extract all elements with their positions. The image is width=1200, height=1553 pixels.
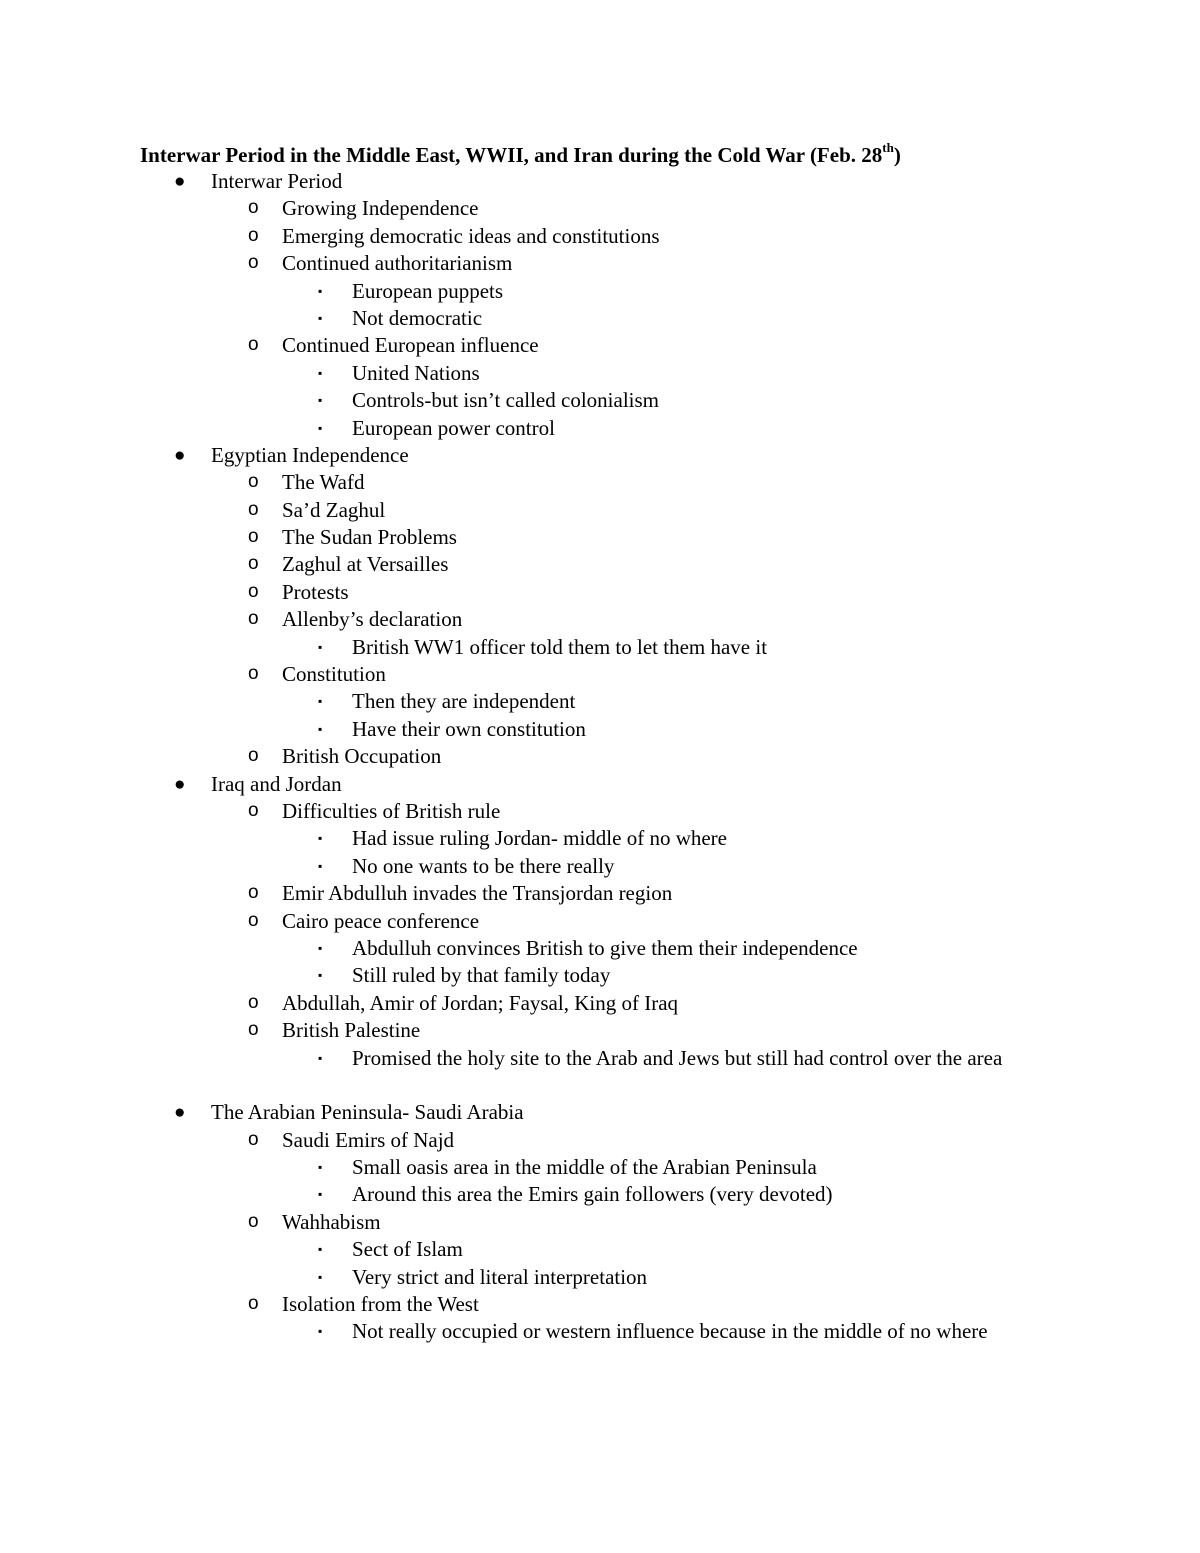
outline-item-level-3 [0, 1318, 1200, 1373]
outline-item-level-3 [0, 853, 1200, 880]
outline-item-level-2 [0, 661, 1200, 688]
outline-item-level-3 [0, 1045, 1200, 1100]
outline-item-level-2 [0, 332, 1200, 359]
outline-item-text: Cairo peace conference [282, 908, 480, 933]
outline-item-text: European power control [352, 415, 555, 440]
outline-item-level-3 [0, 716, 1200, 743]
outline-list [0, 168, 1200, 1373]
outline-item-level-2 [0, 524, 1200, 551]
outline-item-level-1 [0, 442, 1200, 469]
outline-item-level-3 [0, 1181, 1200, 1208]
outline-item-text: Had issue ruling Jordan- middle of no where [352, 826, 727, 851]
outline-item-text: Very strict and literal interpretation [352, 1264, 648, 1289]
outline-item-level-3 [0, 962, 1200, 989]
outline-item-text: European puppets [352, 278, 504, 303]
outline-item-text: Small oasis area in the middle of the Arabian Peninsula [352, 1155, 817, 1180]
outline-item-text: No one wants to be there really [352, 853, 615, 878]
outline-item-level-2 [0, 469, 1200, 496]
bullet-circle-icon: o [248, 1210, 259, 1232]
bullet-circle-icon: o [248, 197, 259, 219]
outline-item-text: Zaghul at Versailles [282, 552, 449, 577]
outline-item-text: Have their own constitution [352, 716, 586, 741]
outline-item-text: Emerging democratic ideas and constitutions [282, 223, 660, 248]
outline-item-level-2 [0, 606, 1200, 633]
bullet-circle-icon: o [248, 991, 259, 1013]
bullet-circle-icon: o [248, 1019, 259, 1041]
outline-item-level-3 [0, 1236, 1200, 1263]
outline-item-text: Emir Abdulluh invades the Transjordan region [282, 881, 673, 906]
outline-item-text: British Palestine [282, 1018, 421, 1043]
outline-item-text: Around this area the Emirs gain followers (very devoted) [352, 1182, 833, 1207]
outline-item-level-2 [0, 990, 1200, 1017]
bullet-square-icon: ▪ [318, 940, 323, 955]
outline-item-level-2 [0, 908, 1200, 935]
outline-item-text: Sa’d Zaghul [282, 497, 386, 522]
bullet-square-icon: ▪ [318, 1242, 323, 1257]
outline-item-text: Difficulties of British rule [282, 798, 501, 823]
bullet-square-icon: ▪ [318, 1324, 323, 1339]
outline-item-level-3 [0, 1154, 1200, 1181]
bullet-dot-icon: ● [174, 1102, 186, 1124]
outline-item-text: Iraq and Jordan [211, 771, 342, 796]
bullet-square-icon: ▪ [318, 420, 323, 435]
outline-item-text: Allenby’s declaration [282, 607, 463, 632]
outline-item-text: Protests [282, 579, 349, 604]
bullet-square-icon: ▪ [318, 393, 323, 408]
bullet-square-icon: ▪ [318, 721, 323, 736]
title-close: ) [893, 143, 901, 167]
outline-item-level-2 [0, 579, 1200, 606]
outline-item-text: Not really occupied or western influence because in the middle of no where [352, 1319, 988, 1344]
bullet-circle-icon: o [248, 608, 259, 630]
bullet-square-icon: ▪ [318, 283, 323, 298]
bullet-circle-icon: o [248, 252, 259, 274]
outline-item-level-2 [0, 1017, 1200, 1044]
outline-item-level-3 [0, 1264, 1200, 1291]
bullet-circle-icon: o [248, 799, 259, 821]
outline-item-text: The Wafd [282, 470, 365, 495]
bullet-square-icon: ▪ [318, 858, 323, 873]
outline-item-text: Constitution [282, 662, 386, 687]
bullet-circle-icon: o [248, 580, 259, 602]
bullet-square-icon: ▪ [318, 968, 323, 983]
outline-item-level-1 [0, 771, 1200, 798]
outline-item-text: British Occupation [282, 744, 442, 769]
outline-item-text: British WW1 officer told them to let them have it [352, 634, 768, 659]
outline-item-text: The Sudan Problems [282, 525, 457, 550]
outline-item-text: United Nations [352, 360, 480, 385]
outline-item-text: Abdulluh convinces British to give them their independence [352, 935, 858, 960]
outline-item-level-3 [0, 278, 1200, 305]
outline-item-level-3 [0, 415, 1200, 442]
outline-item-text: Still ruled by that family today [352, 963, 611, 988]
outline-item-level-3 [0, 387, 1200, 414]
bullet-circle-icon: o [248, 663, 259, 685]
outline-item-text: Continued authoritarianism [282, 251, 513, 276]
outline-item-level-2 [0, 497, 1200, 524]
bullet-dot-icon: ● [174, 773, 186, 795]
bullet-square-icon: ▪ [318, 694, 323, 709]
outline-item-level-3 [0, 935, 1200, 962]
bullet-circle-icon: o [248, 498, 259, 520]
outline-item-level-1 [0, 1099, 1200, 1126]
bullet-circle-icon: o [248, 1293, 259, 1315]
title-superscript: th [882, 140, 894, 155]
outline-item-level-2 [0, 880, 1200, 907]
outline-item-level-2 [0, 1291, 1200, 1318]
outline-item-level-3 [0, 825, 1200, 852]
outline-item-text: Egyptian Independence [211, 442, 409, 467]
outline-item-text: Growing Independence [282, 196, 479, 221]
bullet-square-icon: ▪ [318, 1050, 323, 1065]
outline-item-level-2 [0, 1127, 1200, 1154]
outline-item-text: Isolation from the West [282, 1292, 479, 1317]
bullet-circle-icon: o [248, 909, 259, 931]
outline-item-text: Promised the holy site to the Arab and Jews but still had control over the area [352, 1045, 1003, 1070]
outline-item-text: Then they are independent [352, 689, 576, 714]
bullet-circle-icon: o [248, 882, 259, 904]
outline-item-level-2 [0, 1209, 1200, 1236]
bullet-square-icon: ▪ [318, 1160, 323, 1175]
bullet-circle-icon: o [248, 745, 259, 767]
outline-item-level-2 [0, 250, 1200, 277]
bullet-square-icon: ▪ [318, 310, 323, 325]
bullet-square-icon: ▪ [318, 831, 323, 846]
bullet-dot-icon: ● [174, 444, 186, 466]
outline-item-level-2 [0, 798, 1200, 825]
bullet-circle-icon: o [248, 334, 259, 356]
outline-item-text: Controls-but isn’t called colonialism [352, 388, 659, 413]
outline-item-level-3 [0, 360, 1200, 387]
outline-item-level-2 [0, 551, 1200, 578]
outline-item-level-1 [0, 168, 1200, 195]
outline-item-text: Interwar Period [211, 169, 343, 193]
outline-item-text: Wahhabism [282, 1209, 381, 1234]
outline-item-level-3 [0, 688, 1200, 715]
bullet-dot-icon: ● [174, 171, 186, 192]
outline-item-text: Not democratic [352, 305, 483, 330]
outline-item-text: Continued European influence [282, 333, 539, 358]
bullet-square-icon: ▪ [318, 639, 323, 654]
outline-item-level-3 [0, 634, 1200, 661]
bullet-circle-icon: o [248, 471, 259, 493]
outline-item-text: Sect of Islam [352, 1237, 463, 1262]
bullet-circle-icon: o [248, 526, 259, 548]
outline-item-text: Saudi Emirs of Najd [282, 1127, 455, 1152]
bullet-circle-icon: o [248, 553, 259, 575]
bullet-square-icon: ▪ [318, 365, 323, 380]
page-title [140, 141, 901, 169]
bullet-square-icon: ▪ [318, 1269, 323, 1284]
outline-item-level-2 [0, 195, 1200, 222]
bullet-circle-icon: o [248, 224, 259, 246]
outline-item-text: Abdullah, Amir of Jordan; Faysal, King of Iraq [282, 990, 679, 1015]
outline-item-level-2 [0, 743, 1200, 770]
outline-item-text: The Arabian Peninsula- Saudi Arabia [211, 1100, 524, 1125]
bullet-circle-icon: o [248, 1128, 259, 1150]
bullet-square-icon: ▪ [318, 1187, 323, 1202]
outline-item-level-3 [0, 305, 1200, 332]
outline-item-level-2 [0, 223, 1200, 250]
title-text: Interwar Period in the Middle East, WWII, and Iran during the Cold War (Feb. 28 [140, 143, 883, 167]
